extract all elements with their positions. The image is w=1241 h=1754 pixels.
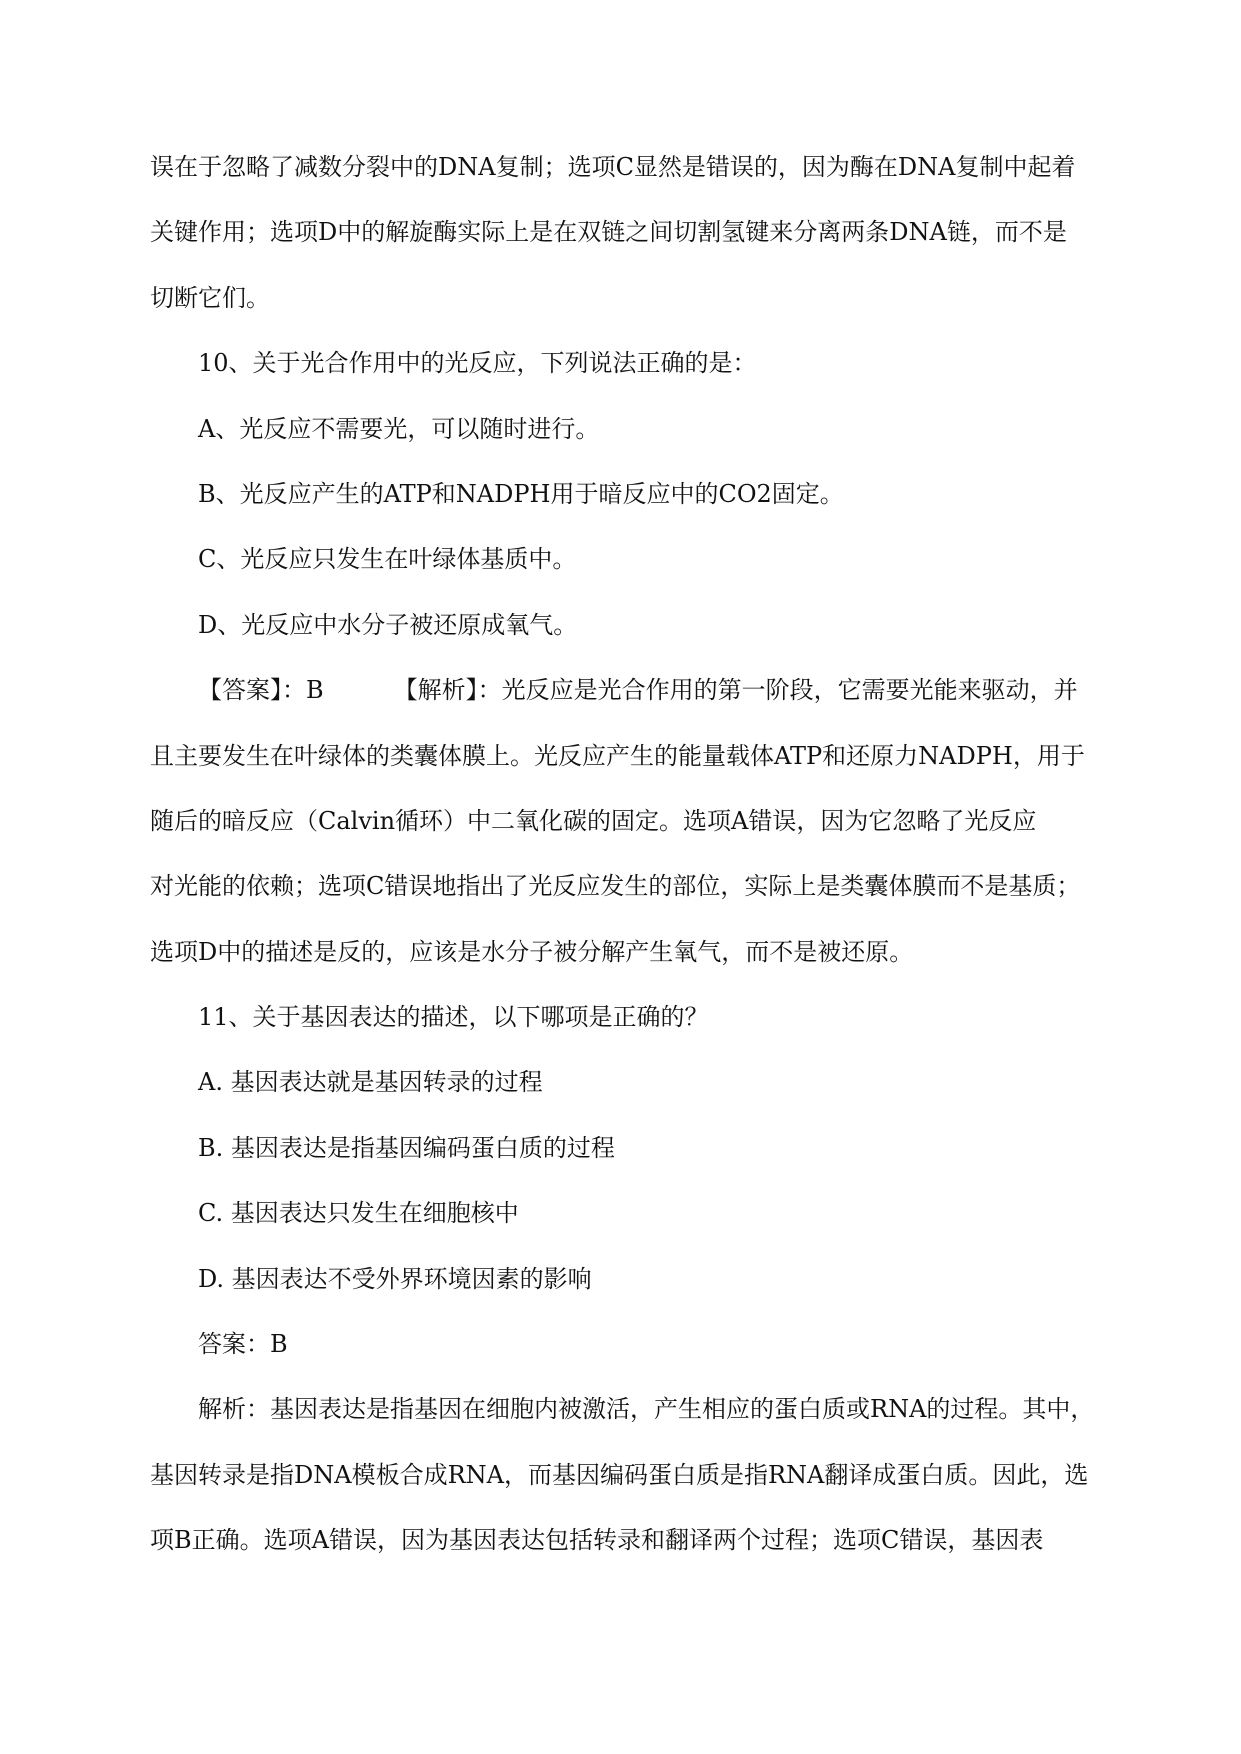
q10-answer-line xyxy=(150,670,1092,735)
q10-analysis-line-1: 【解析】：光反应是光合作用的第一阶段，它需要光能来驱动，并 xyxy=(393,676,1078,705)
q11-analysis-line-2: 基因转录是指DNA模板合成RNA，而基因编码蛋白质是指RNA翻译成蛋白质。因此，选 xyxy=(150,1460,1089,1489)
q11-answer: 答案：B xyxy=(198,1330,288,1359)
q10-analysis-line-5: 选项D中的描述是反的，应该是水分子被分解产生氧气，而不是被还原。 xyxy=(150,937,914,966)
q10-analysis-line-3: 随后的暗反应（Calvin循环）中二氧化碳的固定。选项A错误，因为它忽略了光反应 xyxy=(150,806,1037,835)
prev-explanation-line-3: 切断它们。 xyxy=(150,283,270,312)
q10-option-b: B、光反应产生的ATP和NADPH用于暗反应中的CO2固定。 xyxy=(198,479,844,508)
q11-analysis-line-3: 项B正确。选项A错误，因为基因表达包括转录和翻译两个过程；选项C错误，基因表 xyxy=(150,1526,1044,1555)
q10-option-d: D、光反应中水分子被还原成氧气。 xyxy=(198,610,578,639)
document-content xyxy=(150,147,1095,1586)
q10-answer: 【答案】：B xyxy=(198,676,324,705)
question-10: 10、关于光合作用中的光反应，下列说法正确的是： xyxy=(198,349,757,378)
q10-option-c: C、光反应只发生在叶绿体基质中。 xyxy=(198,545,577,574)
question-11: 11、关于基因表达的描述，以下哪项是正确的？ xyxy=(198,1003,709,1032)
q11-option-b: B. 基因表达是指基因编码蛋白质的过程 xyxy=(198,1133,615,1162)
q11-option-a: A. 基因表达就是基因转录的过程 xyxy=(198,1068,543,1097)
prev-explanation-line-2: 关键作用；选项D中的解旋酶实际上是在双链之间切割氢键来分离两条DNA链，而不是 xyxy=(150,218,1067,247)
prev-explanation-line-1: 误在于忽略了减数分裂中的DNA复制；选项C显然是错误的，因为酶在DNA复制中起着 xyxy=(150,153,1076,181)
q10-option-a: A、光反应不需要光，可以随时进行。 xyxy=(198,414,600,443)
q11-option-c: C. 基因表达只发生在细胞核中 xyxy=(198,1199,519,1228)
q10-analysis-line-4: 对光能的依赖；选项C错误地指出了光反应发生的部位，实际上是类囊体膜而不是基质； xyxy=(150,872,1081,901)
q11-analysis-line-1: 解析：基因表达是指基因在细胞内被激活，产生相应的蛋白质或RNA的过程。其中， xyxy=(198,1395,1095,1424)
q11-option-d: D. 基因表达不受外界环境因素的影响 xyxy=(198,1264,592,1293)
q10-analysis-line-2: 且主要发生在叶绿体的类囊体膜上。光反应产生的能量载体ATP和还原力NADPH，用于 xyxy=(150,741,1085,770)
